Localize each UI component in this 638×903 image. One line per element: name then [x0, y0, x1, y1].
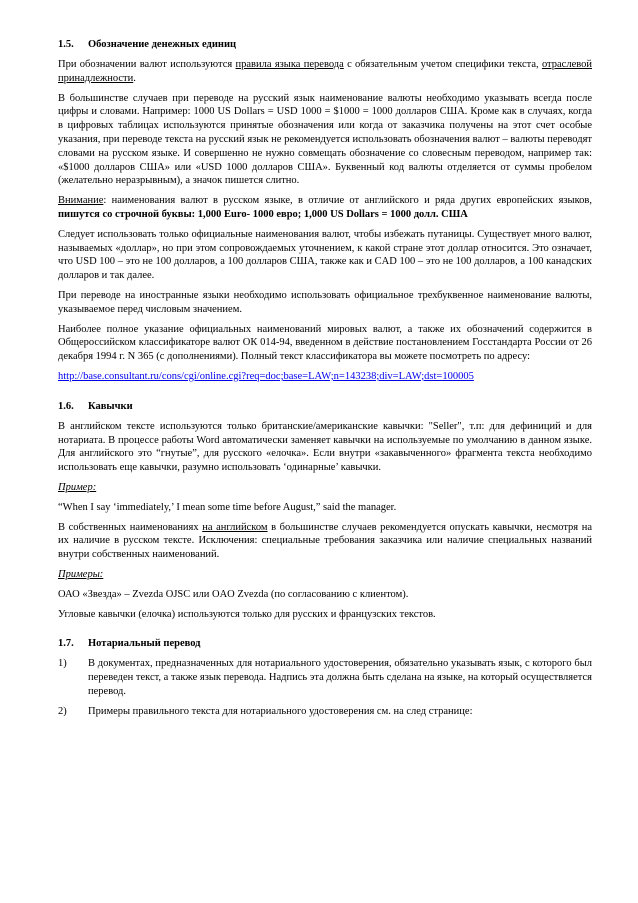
example-label-text: Пример:	[58, 481, 97, 493]
section-title: Нотариальный перевод	[88, 638, 201, 650]
list-item	[58, 657, 592, 698]
paragraph: При переводе на иностранные языки необходимо использовать официальное трехбуквенное наименование валюты, указываемое перед числовым значением.	[58, 289, 592, 315]
underlined-link[interactable]: на английском	[202, 521, 268, 533]
section-title: Кавычки	[88, 400, 133, 412]
example-text: “When I say ‘immediately,’ I mean some time before August,” said the manager.	[58, 501, 397, 513]
example-label	[58, 481, 592, 495]
bold-text: пишутся со строчной буквы: 1,000 Euro- 1000 евро; 1,000 US Dollars = 1000 долл. США	[58, 208, 468, 220]
text-run: В собственных наименованиях	[58, 521, 203, 533]
list-number: 1)	[58, 658, 67, 670]
examples-text: ОАО «Звезда» – Zvezda OJSC или OAO Zvezda (по согласованию с клиентом).	[58, 588, 409, 600]
attention-paragraph	[58, 194, 592, 222]
paragraph	[58, 370, 592, 384]
section-heading-1-7	[58, 637, 592, 651]
list-text: Примеры правильного текста для нотариального удостоверения см. на след странице:	[88, 705, 473, 717]
text-run: .	[133, 72, 136, 84]
section-title: Обозначение денежных единиц	[88, 39, 237, 50]
classifier-url-link[interactable]: http://base.consultant.ru/cons/cgi/online.cgi?req=doc;base=LAW;n=143238;div=LAW;dst=100005	[58, 370, 474, 382]
paragraph: Следует использовать только официальные наименования валют, чтобы избежать путаницы. Существует много валют, называемых «доллар», но при этом сопровождаемых уточнением, к какой стране этот доллар относится. Это означает, что USD 100 – это не 100 долларов, а 100 долларов США, также как и CAD 100 – это не 100 долларов, а 100 канадских долларов и так далее.	[58, 228, 592, 282]
section-heading-1-6	[58, 400, 592, 414]
list-number: 2)	[58, 705, 67, 717]
text-run: с обязательным учетом специфики текста,	[343, 59, 542, 70]
underlined-link[interactable]: отраслевой принадлежности	[58, 59, 592, 84]
underlined-link[interactable]: правила языка перевода	[235, 59, 344, 70]
section-number: 1.5.	[58, 39, 74, 50]
attention-label: Внимание	[58, 195, 104, 207]
text-run: При обозначении валют используются	[58, 59, 236, 70]
document-page	[58, 38, 592, 724]
section-heading-1-5	[58, 38, 592, 52]
paragraph	[58, 521, 592, 562]
examples-label	[58, 568, 592, 582]
list-text: В документах, предназначенных для нотариального удостоверения, обязательно указывать язык, с которого был переведен текст, а также язык перевода. Надпись эта должна быть сделана на языке, на который осуществляется перевод.	[88, 658, 592, 697]
paragraph: В английском тексте используются только британские/американские кавычки: "Seller", т.п: для дефиниций и для нотариата. В процессе работы Word автоматически заменяет кавычки на используемые по умолчанию в данном языке. Для английского это “гнутые”, для русского «елочка». Если внутри «закавыченного» фрагмента текста необходимо использовать еще кавычки, разумно использовать ‘одинарные’ кавычки.	[58, 420, 592, 474]
paragraph: В большинстве случаев при переводе на русский язык наименование валюты необходимо указывать всегда после цифры и словами. Например: 1000 US Dollars = USD 1000 = $1000 = 1000 долларов США. Кроме как в случаях, когда в цифровых таблицах используются принятые обозначения или когда от заказчика получены на этот счет особые указания, при переводе текста на русский язык не рекомендуется использовать обозначения валют – валюты переводят словами на русском языке. И совершенно не нужно совмещать обозначение со словесным переводом, например так: «$1000 долларов США» или «USD 1000 долларов США». Буквенный код валюты отделяется от суммы пробелом (желательно неразрывным), а значок пишется слитно.	[58, 92, 592, 187]
section-number: 1.7.	[58, 638, 74, 650]
text-run: в большинстве случаев рекомендуется опускать кавычки, несмотря на их наличие в русском тексте. Исключения: специальные требования заказчика или наличие специальных названий внутри собственных наименований.	[58, 521, 592, 561]
section-number: 1.6.	[58, 400, 74, 412]
paragraph: Наиболее полное указание официальных наименований мировых валют, а также их обозначений содержится в Общероссийском классификаторе валют ОК 014-94, введенном в действие постановлением Госстандарта России от 26 декабря 1994 г. N 365 (с дополнениями). Полный текст классификатора вы можете посмотреть по адресу:	[58, 323, 592, 363]
text-run: : наименования валют в русском языке, в отличие от английского и ряда других европейских языков,	[103, 195, 592, 207]
examples-label-text: Примеры:	[58, 568, 104, 580]
paragraph	[58, 58, 592, 86]
paragraph: Угловые кавычки (елочка) используются только для русских и французских текстов.	[58, 608, 436, 620]
list-item	[58, 705, 592, 719]
